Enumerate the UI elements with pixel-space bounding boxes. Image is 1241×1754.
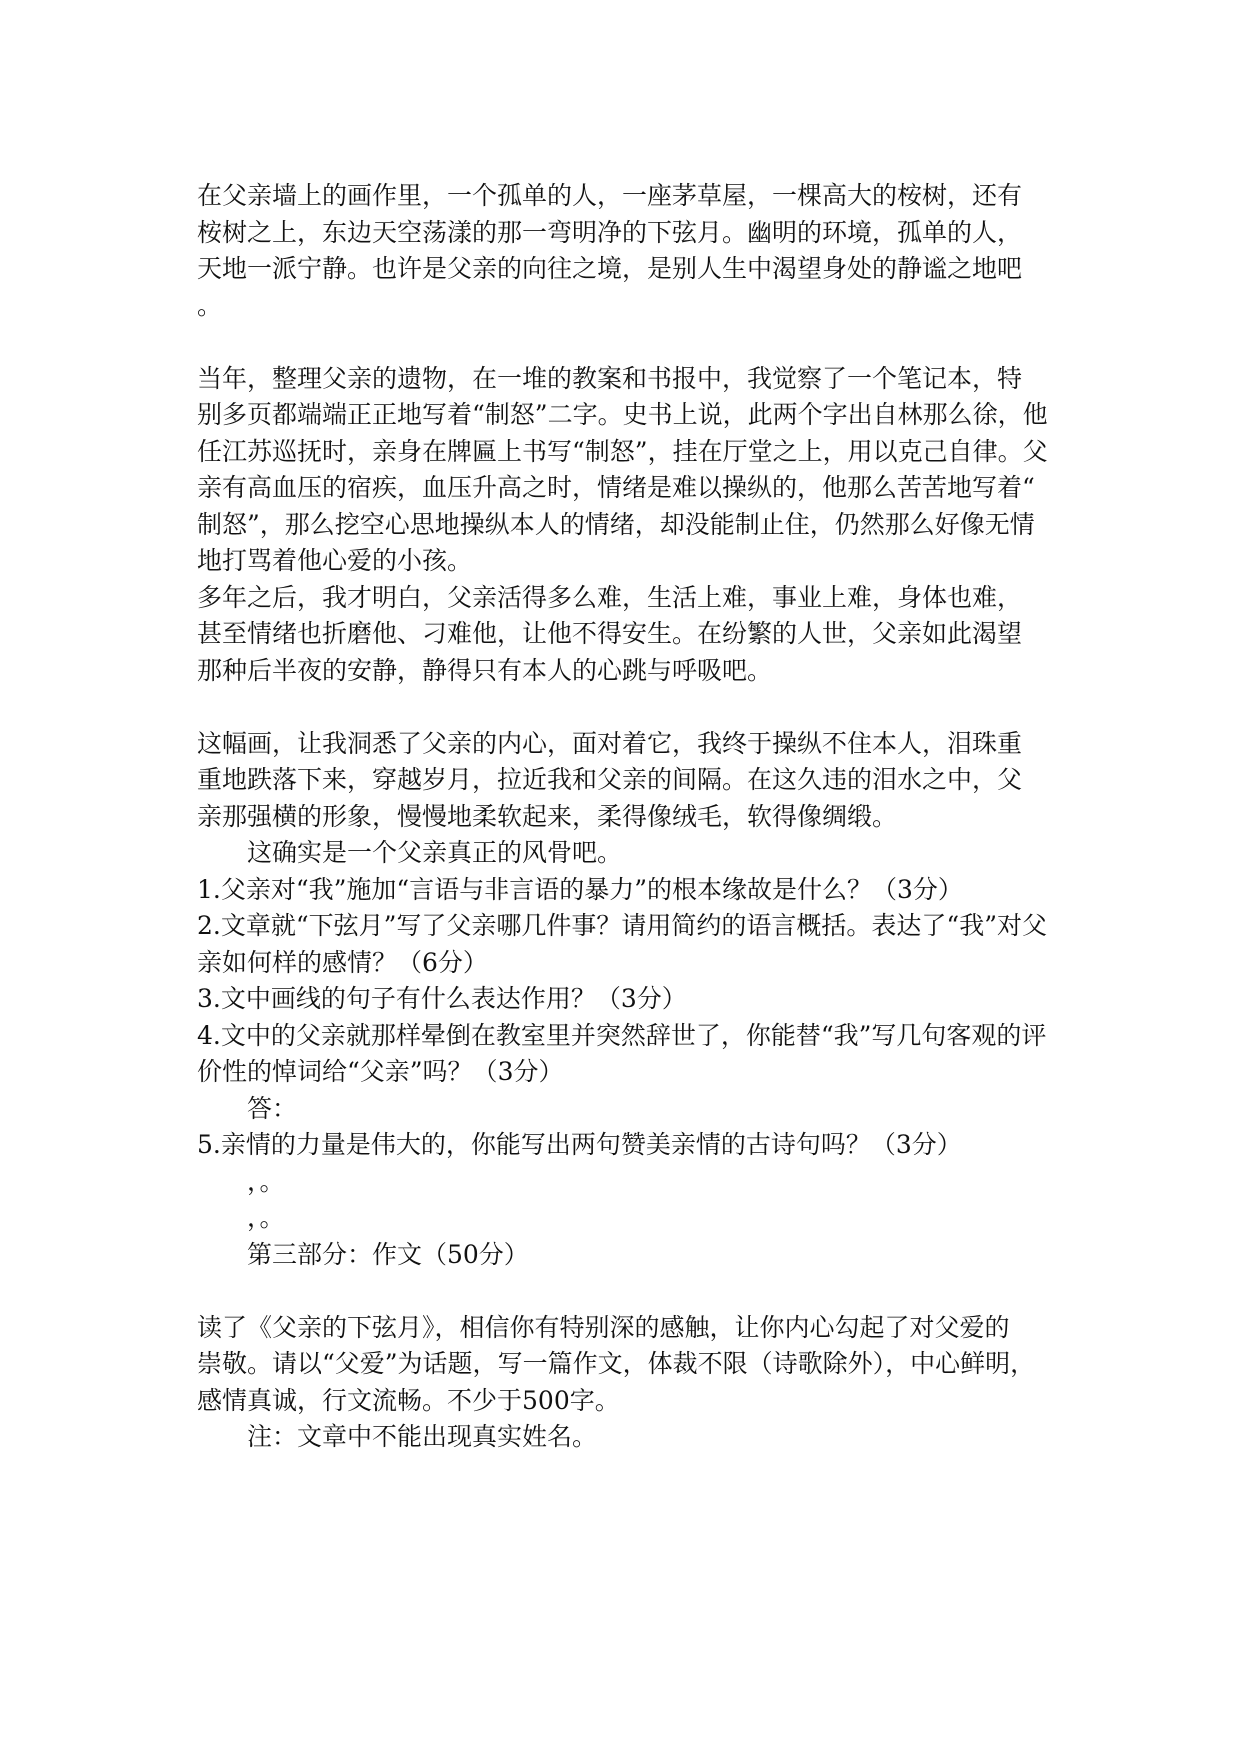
paragraph-line: 桉树之上，东边天空荡漾的那一弯明净的下弦月。幽明的环境，孤单的人， (197, 217, 1023, 247)
question-4: 4.文中的父亲就那样晕倒在教室里并突然辞世了，你能替“我”写几句客观的评 (197, 1020, 1047, 1050)
paragraph-line: 亲那强横的形象，慢慢地柔软起来，柔得像绒毛，软得像绸缎。 (197, 801, 898, 831)
blank-gap (197, 1273, 1097, 1310)
paragraph-line: 当年，整理父亲的遗物，在一堆的教案和书报中，我觉察了一个笔记本，特 (197, 363, 1023, 393)
question-5: 5.亲情的力量是伟大的，你能写出两句赞美亲情的古诗句吗？（3分） (197, 1130, 962, 1159)
paragraph-line: 亲有高血压的宿疾，血压升高之时，情绪是难以操纵的，他那么苦苦地写着“ (197, 473, 1035, 502)
paragraph-4 (197, 726, 1097, 872)
closing-line: 这确实是一个父亲真正的风骨吧。 (247, 838, 623, 867)
question-2: 2.文章就“下弦月”写了父亲哪几件事？请用简约的语言概括。表达了“我”对父 (197, 911, 1047, 940)
essay-line: 崇敬。请以“父爱”为话题，写一篇作文，体裁不限（诗歌除外），中心鲜明， (197, 1349, 1036, 1378)
question-1: 1.父亲对“我”施加“言语与非言语的暴力”的根本缘故是什么？（3分） (197, 874, 963, 904)
essay-prompt (197, 1310, 1097, 1456)
essay-note: 注：文章中不能出现真实姓名。 (247, 1422, 598, 1451)
questions-section (197, 872, 1097, 1274)
question-2-continued: 亲如何样的感情？（6分） (197, 947, 488, 977)
paragraph-line: 重地跌落下来，穿越岁月，拉近我和父亲的间隔。在这久违的泪水之中，父 (197, 765, 1023, 794)
paragraph-line: 甚至情绪也折磨他、刁难他，让他不得安生。在纷繁的人世，父亲如此渴望 (197, 619, 1023, 648)
answer-blank-1: ，。 (247, 1166, 285, 1196)
essay-line: 感情真诚，行文流畅。不少于500字。 (197, 1385, 620, 1415)
document-page (197, 178, 1097, 1456)
paragraph-line: 天地一派宁静。也许是父亲的向往之境，是别人生中渴望身处的静谧之地吧 (197, 254, 1023, 283)
paragraph-line: 。 (197, 290, 223, 320)
answer-blank-2: ，。 (247, 1203, 285, 1232)
paragraph-line: 地打骂着他心爱的小孩。 (197, 546, 473, 575)
paragraph-line: 别多页都端端正正地写着“制怒”二字。史书上说，此两个字出自林那么徐，他 (197, 400, 1048, 429)
paragraph-line: 多年之后，我才明白，父亲活得多么难，生活上难，事业上难，身体也难， (197, 582, 1023, 612)
question-3: 3.文中画线的句子有什么表达作用？（3分） (197, 984, 687, 1013)
question-4-continued: 价性的悼词给“父亲”吗？（3分） (197, 1057, 564, 1086)
paragraph-2 (197, 361, 1097, 580)
essay-line: 读了《父亲的下弦月》，相信你有特别深的感触，让你内心勾起了对父爱的 (197, 1312, 1010, 1342)
blank-gap (197, 324, 1097, 361)
paragraph-line: 在父亲墙上的画作里，一个孤单的人，一座茅草屋，一棵高大的桉树，还有 (197, 181, 1023, 210)
paragraph-line: 任江苏巡抚时，亲身在牌匾上书写“制怒”，挂在厅堂之上，用以克己自律。父 (197, 436, 1048, 466)
paragraph-line: 制怒”，那么挖空心思地操纵本人的情绪，却没能制止住，仍然那么好像无情 (197, 509, 1035, 539)
paragraph-line: 那种后半夜的安静，静得只有本人的心跳与呼吸吧。 (197, 655, 773, 685)
answer-label: 答： (247, 1093, 298, 1123)
paragraph-3 (197, 580, 1097, 690)
blank-gap (197, 689, 1097, 726)
paragraph-1 (197, 178, 1097, 324)
essay-section-heading: 第三部分：作文（50分） (247, 1239, 529, 1269)
paragraph-line: 这幅画，让我洞悉了父亲的内心，面对着它，我终于操纵不住本人，泪珠重 (197, 728, 1023, 758)
